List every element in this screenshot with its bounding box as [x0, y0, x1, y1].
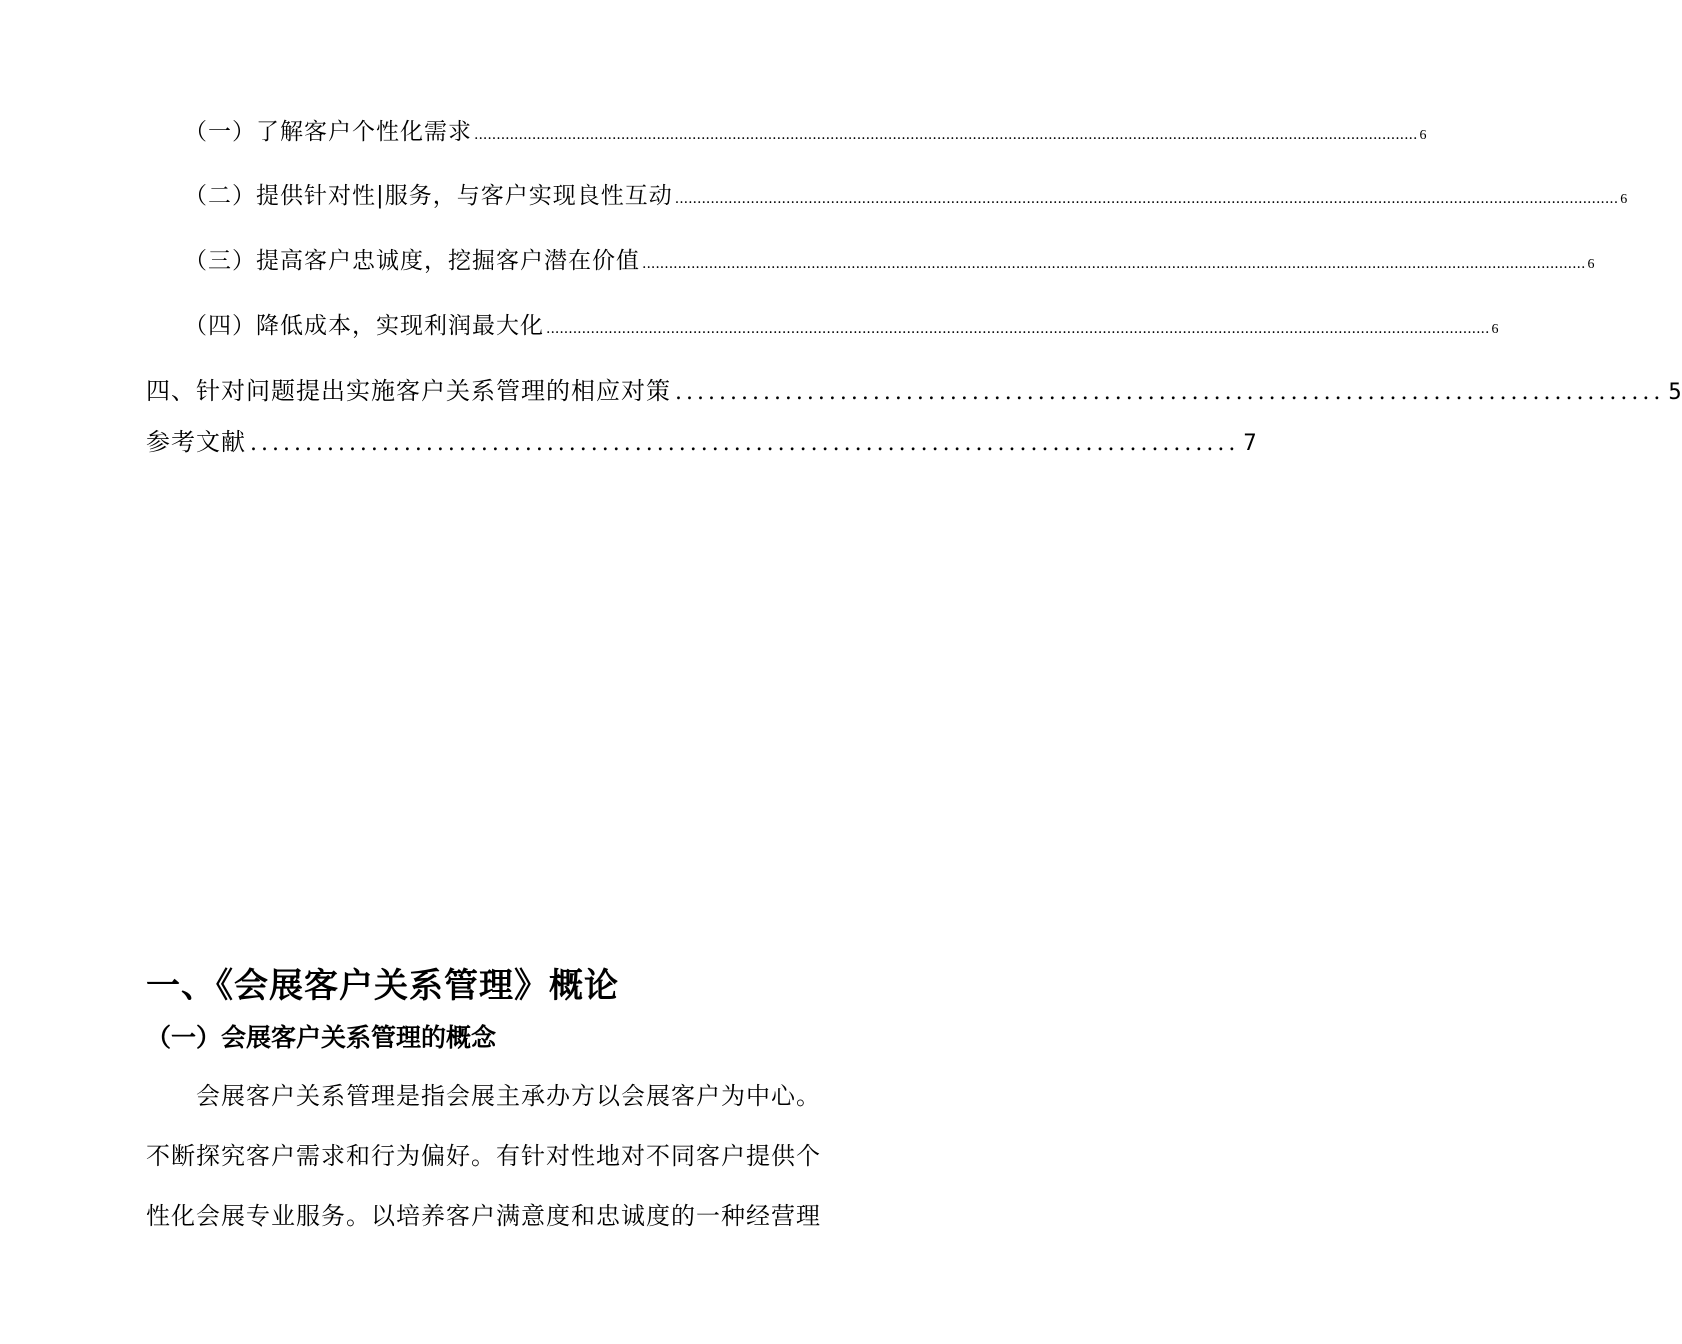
body-paragraph [146, 1066, 836, 1246]
section-heading: 一、《会展客户关系管理》概论 [146, 966, 619, 1006]
toc-entry-label: （二）提供针对性|服务，与客户实现良性互动 [184, 183, 673, 209]
body-line: 不断探究客户需求和行为偏好。有针对性地对不同客户提供个 [146, 1142, 821, 1170]
toc-entry-5[interactable] [146, 371, 1682, 406]
toc-leader-dots: .................................................................................................................................................................................................................... [642, 256, 1586, 272]
body-line: 会展客户关系管理是指会展主承办方以会展客户为中心。 [196, 1082, 821, 1110]
toc-entry-1[interactable] [184, 113, 1427, 146]
section-subheading: （一）会展客户关系管理的概念 [146, 1023, 497, 1052]
toc-entry-page: 6 [1587, 257, 1595, 272]
toc-entry-page: 6 [1419, 128, 1427, 143]
toc-entry-label: （三）提高客户忠诚度，挖掘客户潜在价值 [184, 248, 640, 274]
toc-entry-page: 6 [1491, 322, 1499, 337]
toc-leader-dots: .......................................................................................... [250, 431, 1240, 456]
toc-leader-dots: .................................................................................................................................................................................................................... [546, 321, 1490, 337]
toc-entry-6[interactable] [146, 422, 1257, 457]
body-line: 性化会展专业服务。以培养客户满意度和忠诚度的一种经营理 [146, 1202, 821, 1230]
toc-entry-3[interactable] [184, 242, 1595, 275]
toc-entry-label: （四）降低成本，实现利润最大化 [184, 313, 544, 339]
toc-entry-page: 7 [1243, 431, 1257, 456]
toc-entry-label: 四、针对问题提出实施客户关系管理的相应对策 [146, 377, 671, 405]
toc-entry-page: 5 [1668, 380, 1682, 405]
toc-entry-label: （一）了解客户个性化需求 [184, 119, 472, 145]
toc-leader-dots: .......................................................................................... [675, 380, 1665, 405]
toc-entry-2[interactable] [184, 177, 1628, 210]
toc-leader-dots: .................................................................................................................................................................................................................... [674, 191, 1619, 207]
toc-entry-label: 参考文献 [146, 428, 246, 456]
toc-entry-page: 6 [1620, 192, 1628, 207]
toc-entry-4[interactable] [184, 307, 1499, 340]
toc-leader-dots: .................................................................................................................................................................................................................... [474, 127, 1418, 143]
